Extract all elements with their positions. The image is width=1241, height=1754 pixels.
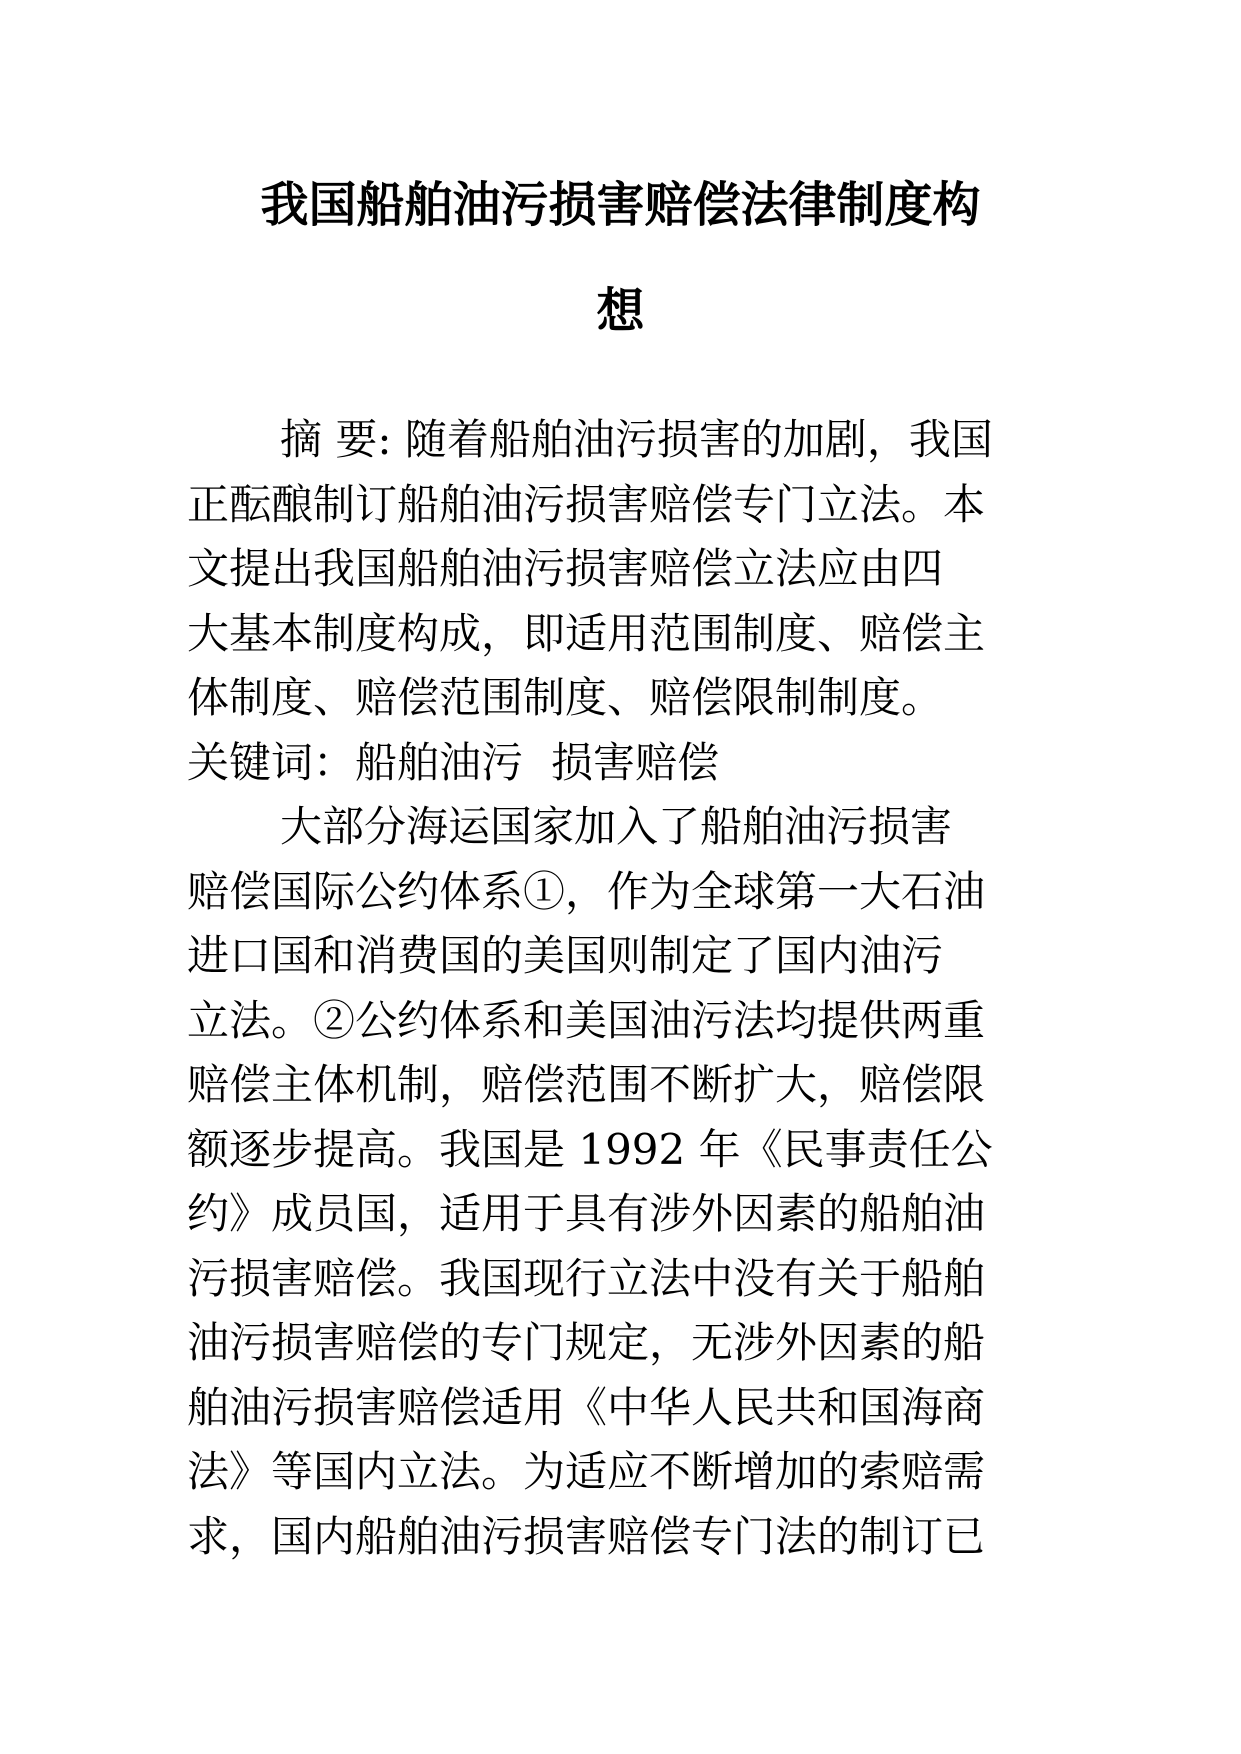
abstract-line: 正酝酿制订船舶油污损害赔偿专门立法。本 xyxy=(187,479,986,529)
body-line: 进口国和消费国的美国则制定了国内油污 xyxy=(187,931,944,980)
keywords-second: 损害赔偿 xyxy=(551,737,720,787)
title-line-2: 想 xyxy=(596,283,645,339)
keywords-label: 关键词：船舶油污 xyxy=(187,737,524,787)
body-line: 额逐步提高。我国是 1992 年《民事责任公 xyxy=(187,1124,993,1174)
body-line: 舶油污损害赔偿适用《中华人民共和国海商 xyxy=(187,1382,986,1432)
abstract-line: 体制度、赔偿范围制度、赔偿限制制度。 xyxy=(187,673,944,722)
document-body xyxy=(187,408,1057,1569)
abstract-line: 摘 要: 随着船舶油污损害的加剧，我国 xyxy=(280,415,993,464)
title-line-1: 我国船舶油污损害赔偿法律制度构 xyxy=(260,177,981,233)
body-line: 约》成员国，适用于具有涉外因素的船舶油 xyxy=(187,1189,986,1238)
keywords-line xyxy=(187,731,1057,796)
abstract-line: 大基本制度构成，即适用范围制度、赔偿主 xyxy=(187,608,986,658)
body-line: 赔偿主体机制，赔偿范围不断扩大，赔偿限 xyxy=(187,1060,986,1109)
body-line: 法》等国内立法。为适应不断增加的索赔需 xyxy=(187,1447,986,1496)
body-line: 赔偿国际公约体系①，作为全球第一大石油 xyxy=(187,866,986,916)
body-line: 油污损害赔偿的专门规定，无涉外因素的船 xyxy=(187,1318,986,1367)
body-line: 求，国内船舶油污损害赔偿专门法的制订已 xyxy=(187,1511,986,1561)
body-line: 污损害赔偿。我国现行立法中没有关于船舶 xyxy=(187,1253,986,1303)
body-line: 大部分海运国家加入了船舶油污损害 xyxy=(280,802,953,851)
document-title xyxy=(150,152,1091,364)
abstract-line: 文提出我国船舶油污损害赔偿立法应由四 xyxy=(187,544,944,593)
body-line: 立法。②公约体系和美国油污法均提供两重 xyxy=(187,995,986,1045)
